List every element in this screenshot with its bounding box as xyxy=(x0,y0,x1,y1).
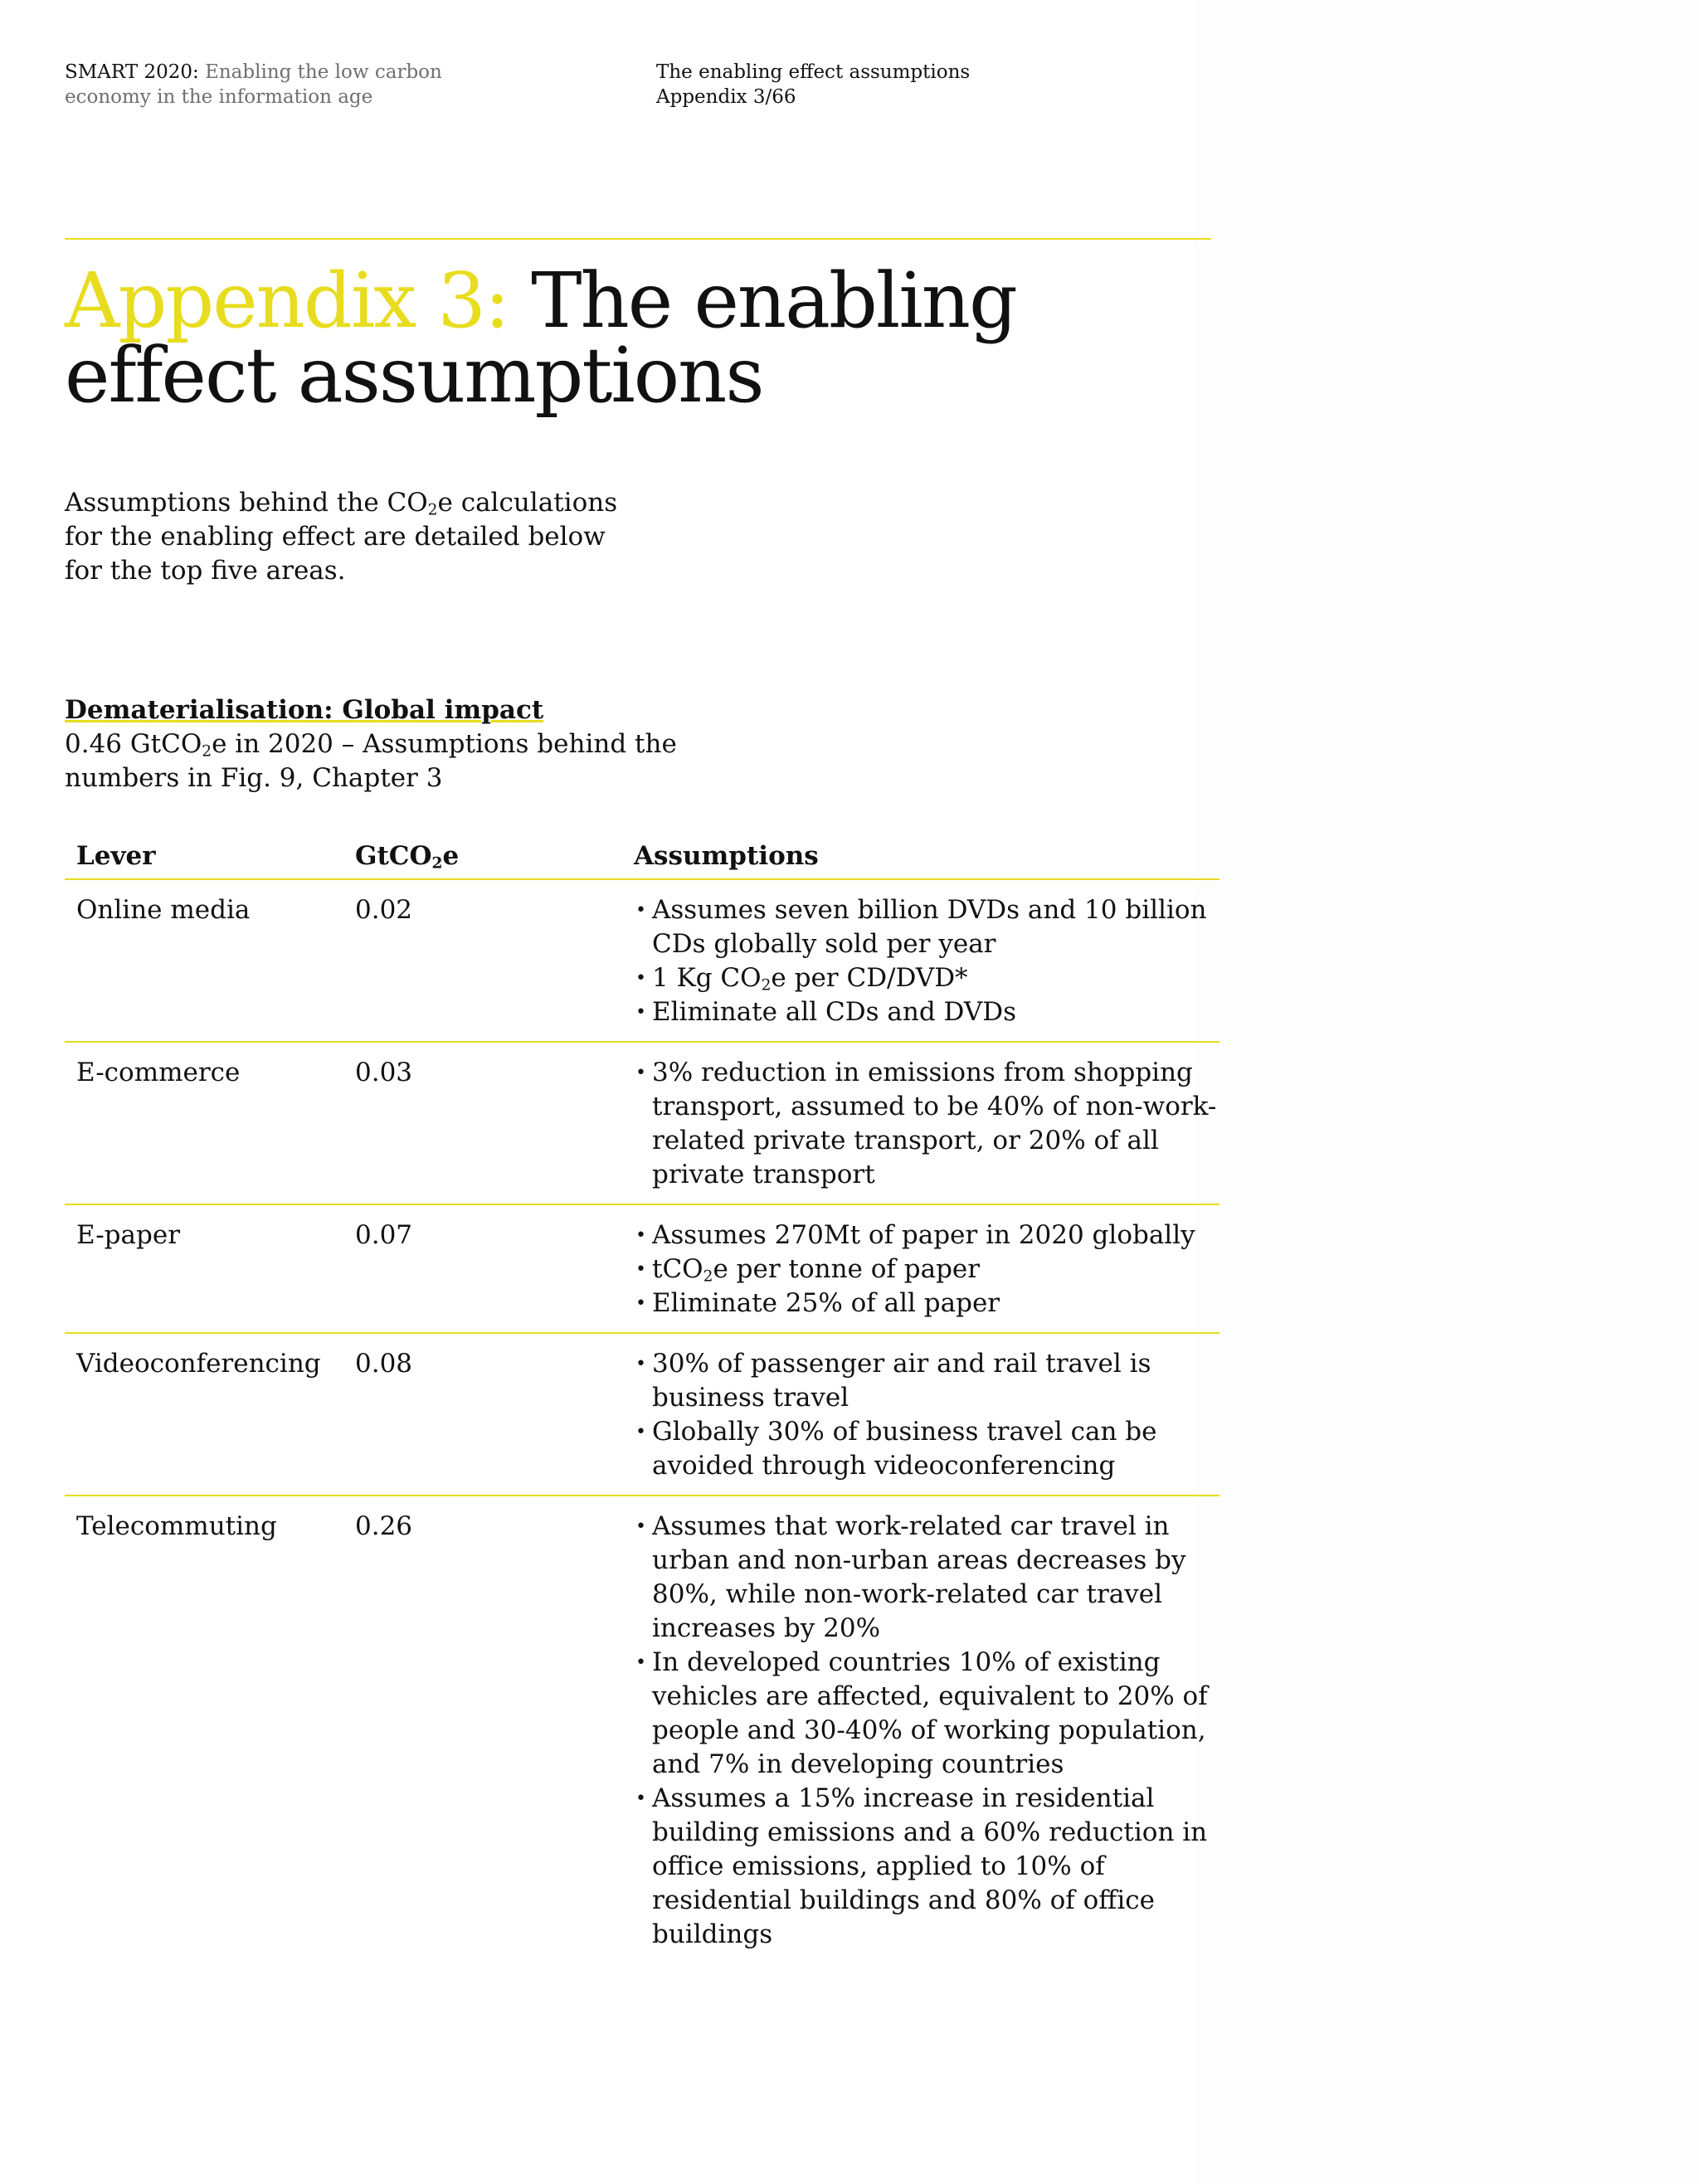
assumption-item: • Assumes seven billion DVDs and 10 billion CDs globally sold per year xyxy=(634,893,1219,961)
assumptions-cell xyxy=(622,1204,1219,1333)
assumption-list xyxy=(634,893,1219,1029)
section-subtitle xyxy=(65,729,677,793)
section-subscript: 2 xyxy=(202,742,212,761)
header-page-number: Appendix 3/66 xyxy=(656,86,796,108)
lever-cell: E-commerce xyxy=(65,1042,343,1204)
table-row xyxy=(65,1204,1219,1333)
assumption-text-b: e per tonne of paper xyxy=(713,1254,981,1284)
section-subtitle-a: 0.46 GtCO xyxy=(65,729,202,759)
assumptions-cell xyxy=(622,1333,1219,1496)
running-header-right xyxy=(656,60,1071,109)
assumption-item: • Assumes 270Mt of paper in 2020 globally xyxy=(634,1218,1219,1253)
table-row xyxy=(65,1496,1219,1963)
lever-cell: E-paper xyxy=(65,1204,343,1333)
assumption-list xyxy=(634,1347,1219,1483)
intro-subscript: 2 xyxy=(427,501,438,519)
section-heading xyxy=(65,693,679,795)
assumption-item xyxy=(634,961,1219,995)
column-header-lever: Lever xyxy=(65,836,343,879)
assumptions-cell xyxy=(622,879,1219,1042)
header-section: The enabling effect assumptions xyxy=(656,61,971,83)
lever-cell: Videoconferencing xyxy=(65,1333,343,1496)
column-header-gtco2e xyxy=(343,836,622,879)
assumption-item: • Eliminate 25% of all paper xyxy=(634,1287,1219,1321)
page-title xyxy=(65,256,1226,420)
running-header-left xyxy=(65,60,463,109)
assumption-text-a: 1 Kg CO xyxy=(652,963,762,993)
gt-header-subscript: 2 xyxy=(431,854,443,873)
assumption-item: • 3% reduction in emissions from shopping transport, assumed to be 40% of non-work-related private transport, or 20% of all private transport xyxy=(634,1056,1219,1192)
assumption-item: • In developed countries 10% of existing vehicles are affected, equivalent to 20% of people and 30-40% of working population, and 7% in developing countries xyxy=(634,1646,1219,1782)
header-brand: SMART 2020: xyxy=(65,61,199,83)
value-cell: 0.03 xyxy=(343,1042,622,1204)
assumption-list xyxy=(634,1218,1219,1321)
section-title: Dematerialisation: Global impact xyxy=(65,695,544,725)
assumption-item: • Assumes that work-related car travel in urban and non-urban areas decreases by 80%, while non-work-related car travel increases by 20% xyxy=(634,1510,1219,1646)
page-title-main: The enabling effect assumptions xyxy=(65,256,1016,420)
table-row xyxy=(65,879,1219,1042)
assumption-text-a: tCO xyxy=(652,1254,703,1284)
right-margin-panel xyxy=(1195,0,1699,2184)
assumption-text-b: e per CD/DVD* xyxy=(771,963,968,993)
intro-text-b: e calculations for the enabling effect are detailed below for the top five areas. xyxy=(65,488,618,586)
table-header-row xyxy=(65,836,1219,879)
intro-text-a: Assumptions behind the CO xyxy=(65,488,428,518)
value-cell: 0.07 xyxy=(343,1204,622,1333)
gt-header-b: e xyxy=(442,841,460,871)
section-subtitle-b: e in 2020 – Assumptions behind the numbers in Fig. 9, Chapter 3 xyxy=(65,729,677,793)
table-row xyxy=(65,1042,1219,1204)
assumption-item: • Assumes a 15% increase in residential building emissions and a 60% reduction in office emissions, applied to 10% of residential buildings and 80% of office buildings xyxy=(634,1782,1219,1952)
assumption-subscript: 2 xyxy=(703,1267,713,1286)
value-cell: 0.26 xyxy=(355,1511,413,1541)
assumption-item: • 30% of passenger air and rail travel is business travel xyxy=(634,1347,1219,1415)
assumption-list xyxy=(634,1056,1219,1192)
assumption-item xyxy=(634,1253,1219,1287)
title-rule xyxy=(65,238,1211,240)
header-subtitle-line1: Enabling the low carbon xyxy=(205,61,442,83)
assumption-subscript: 2 xyxy=(761,976,772,995)
assumptions-table xyxy=(65,836,1219,1963)
header-subtitle-line2: economy in the information age xyxy=(65,86,373,108)
assumption-item: • Eliminate all CDs and DVDs xyxy=(634,995,1219,1029)
gt-header-a: GtCO xyxy=(355,841,432,871)
assumptions-cell xyxy=(622,1496,1219,1963)
value-cell: 0.02 xyxy=(343,879,622,1042)
assumption-list xyxy=(634,1510,1219,1952)
value-cell: 0.08 xyxy=(343,1333,622,1496)
lever-cell: Online media xyxy=(65,879,343,1042)
column-header-assumptions: Assumptions xyxy=(622,836,1219,879)
lever-cell: Telecommuting xyxy=(76,1511,277,1541)
intro-paragraph xyxy=(65,486,645,588)
assumptions-cell xyxy=(622,1042,1219,1204)
table-row xyxy=(65,1333,1219,1496)
page-title-accent: Appendix 3: xyxy=(65,256,509,345)
assumption-item: • Globally 30% of business travel can be avoided through videoconferencing xyxy=(634,1415,1219,1483)
